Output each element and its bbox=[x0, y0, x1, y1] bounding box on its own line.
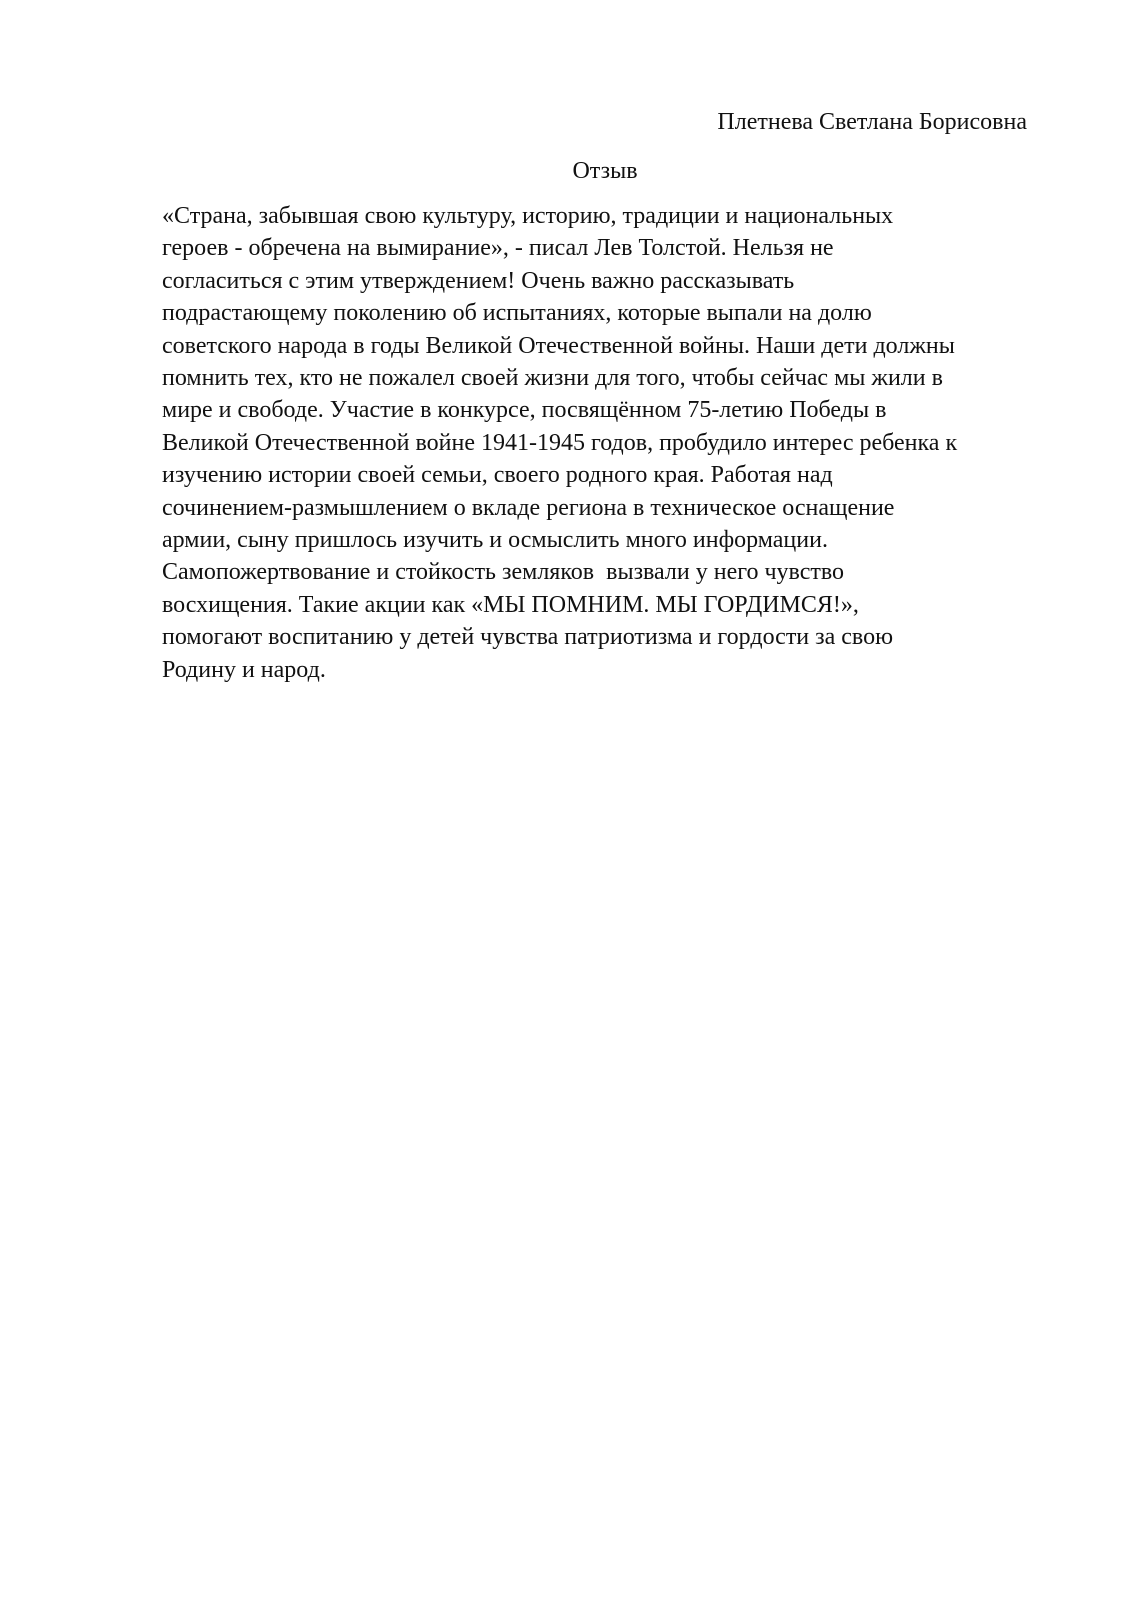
body-line: Самопожертвование и стойкость земляков вызвали у него чувство bbox=[162, 559, 845, 586]
document-title: Отзыв bbox=[572, 158, 638, 184]
body-line: героев - обречена на вымирание», - писал Лев Толстой. Нельзя не bbox=[162, 235, 834, 262]
body-line: изучению истории своей семьи, своего родного края. Работая над bbox=[162, 462, 833, 489]
body-line: армии, сыну пришлось изучить и осмыслить много информации. bbox=[162, 527, 828, 554]
body-line: мире и свободе. Участие в конкурсе, посвящённом 75-летию Победы в bbox=[162, 397, 887, 424]
body-line: согласиться с этим утверждением! Очень важно рассказывать bbox=[162, 267, 795, 294]
body-line: восхищения. Такие акции как «МЫ ПОМНИМ. МЫ ГОРДИМСЯ!», bbox=[162, 591, 859, 618]
author-name: Плетнева Светлана Борисовна bbox=[717, 109, 1027, 135]
body-line: помогают воспитанию у детей чувства патриотизма и гордости за свою bbox=[162, 624, 894, 651]
body-line: Великой Отечественной войне 1941-1945 годов, пробудило интерес ребенка к bbox=[162, 429, 958, 456]
review-body bbox=[162, 200, 1062, 686]
body-line: сочинением-размышлением о вкладе региона в техническое оснащение bbox=[162, 494, 895, 521]
body-line: «Страна, забывшая свою культуру, историю, традиции и национальных bbox=[162, 203, 894, 229]
body-line: советского народа в годы Великой Отечественной войны. Наши дети должны bbox=[162, 332, 955, 359]
body-line: подрастающему поколению об испытаниях, которые выпали на долю bbox=[162, 300, 872, 327]
body-line: помнить тех, кто не пожалел своей жизни для того, чтобы сейчас мы жили в bbox=[162, 365, 943, 392]
body-line: Родину и народ. bbox=[162, 656, 326, 683]
